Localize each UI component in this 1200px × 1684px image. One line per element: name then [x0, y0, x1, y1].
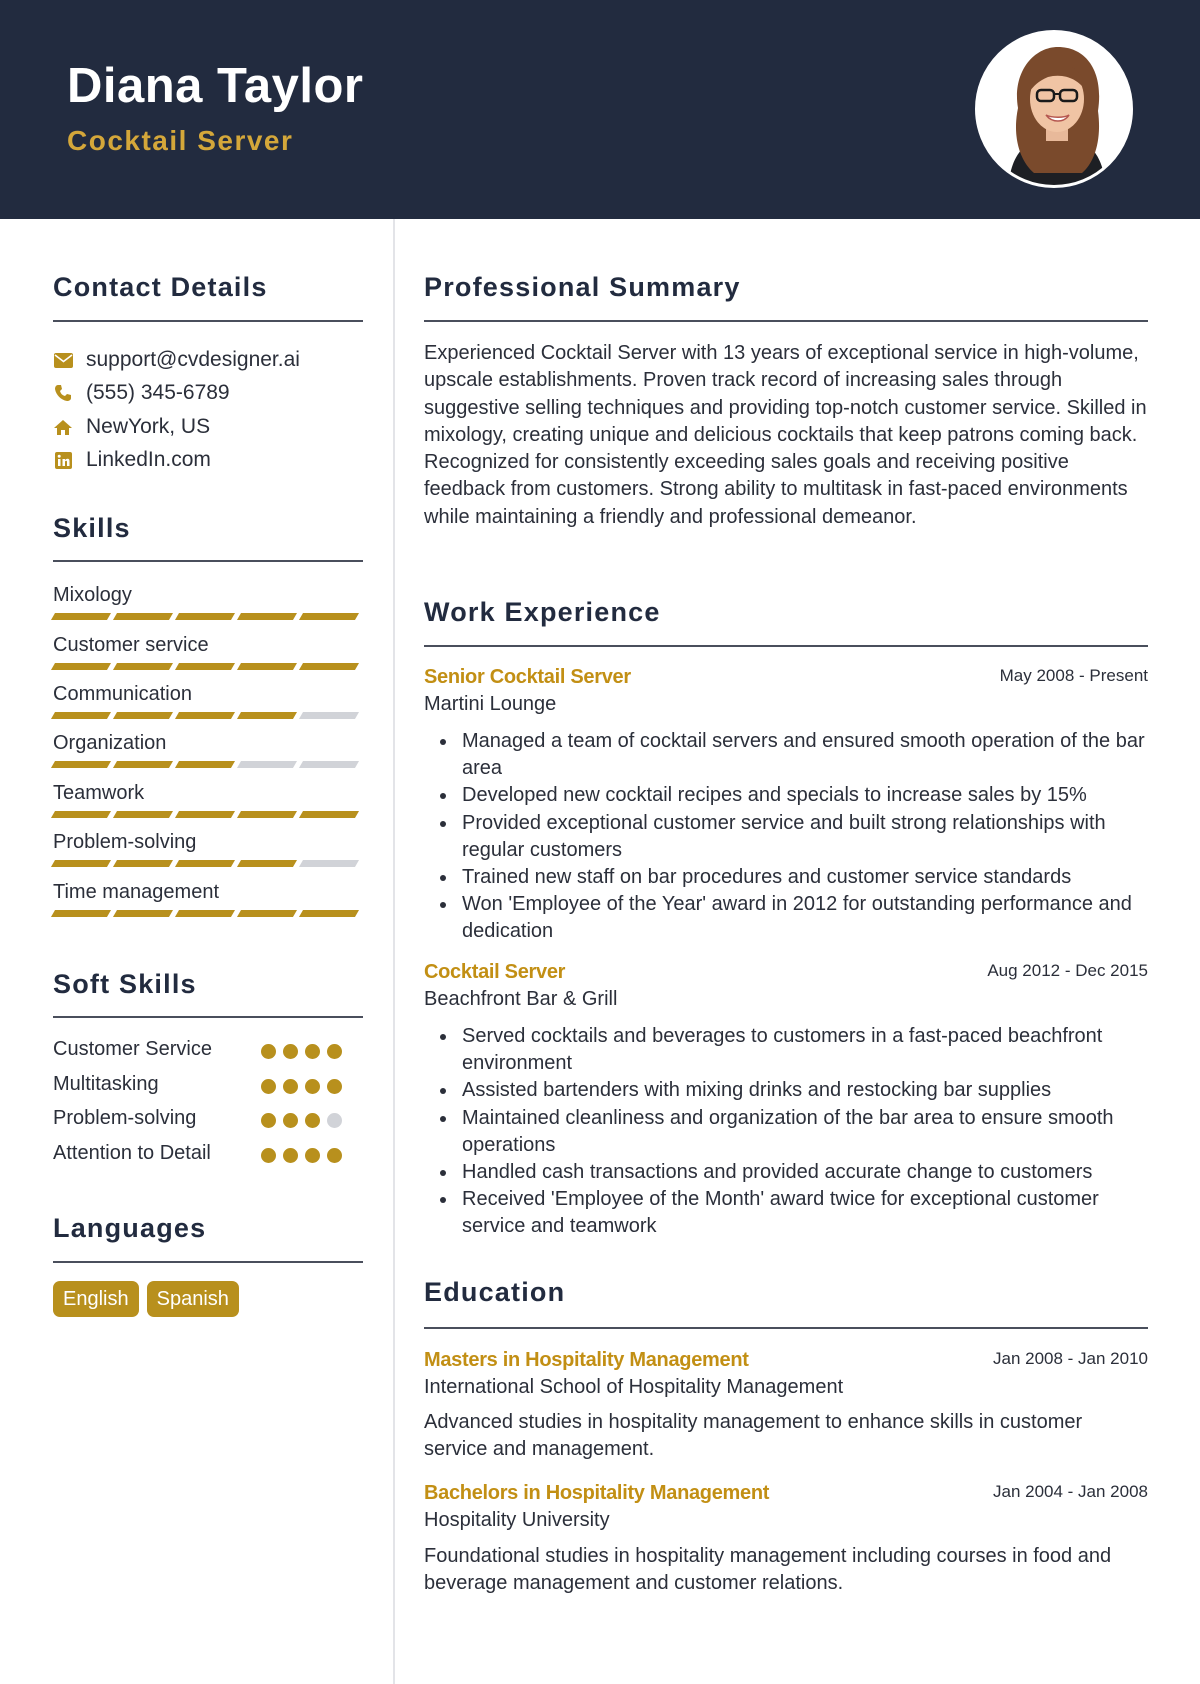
skill-level-bar — [53, 811, 363, 818]
contact-linkedin-text: LinkedIn.com — [86, 448, 211, 471]
languages-list — [53, 1281, 239, 1317]
rating-dot — [305, 1044, 320, 1059]
job-bullet: Trained new staff on bar procedures and customer service standards — [438, 864, 1148, 891]
portrait-image — [978, 33, 1133, 188]
skill-level-segment — [51, 712, 111, 719]
skill-level-bar — [53, 860, 363, 867]
skill-level-segment — [51, 811, 111, 818]
skill-level-bar — [53, 663, 363, 670]
job-title: Cocktail Server — [424, 961, 566, 983]
skill-level-segment — [299, 761, 359, 768]
skill-level-segment — [299, 613, 359, 620]
rating-dot — [283, 1113, 298, 1128]
skill-level-bar — [53, 613, 363, 620]
rating-dot — [261, 1044, 276, 1059]
soft-skill-name: Customer Service — [53, 1038, 212, 1060]
school-name: International School of Hospitality Management — [424, 1376, 844, 1398]
contact-heading: Contact Details — [53, 272, 268, 302]
job-bullet: Served cocktails and beverages to customers in a fast-paced beachfront environment — [438, 1023, 1148, 1077]
skill-level-segment — [175, 712, 235, 719]
skill-name: Mixology — [53, 584, 132, 606]
job-bullet: Developed new cocktail recipes and specials to increase sales by 15% — [438, 782, 1148, 809]
rating-dot — [327, 1113, 342, 1128]
job-bullet: Provided exceptional customer service and built strong relationships with regular customers — [438, 810, 1148, 864]
skill-name: Teamwork — [53, 782, 145, 804]
skill-level-segment — [113, 860, 173, 867]
contact-email-text: support@cvdesigner.ai — [86, 348, 300, 371]
degree-description: Foundational studies in hospitality management including courses in food and beverage management and customer relations. — [424, 1545, 1112, 1595]
contact-phone-text: (555) 345-6789 — [86, 381, 230, 404]
job-dates: May 2008 - Present — [999, 666, 1148, 685]
summary-heading: Professional Summary — [424, 272, 741, 302]
degree-title: Masters in Hospitality Management — [424, 1349, 749, 1371]
skill-level-segment — [299, 860, 359, 867]
job-dates: Aug 2012 - Dec 2015 — [987, 961, 1148, 980]
rating-dot — [283, 1079, 298, 1094]
candidate-name: Diana Taylor — [67, 59, 364, 113]
soft-skills-heading: Soft Skills — [53, 969, 197, 999]
skill-level-segment — [113, 663, 173, 670]
skill-name: Problem-solving — [53, 831, 197, 853]
soft-skills-rule — [53, 1016, 363, 1018]
resume-header — [0, 0, 1200, 219]
skill-item — [53, 829, 363, 867]
experience-heading: Work Experience — [424, 597, 661, 627]
soft-skill-name: Attention to Detail — [53, 1142, 211, 1164]
rating-dot — [305, 1148, 320, 1163]
skill-level-segment — [237, 761, 297, 768]
linkedin-icon — [53, 450, 73, 470]
degree-dates: Jan 2008 - Jan 2010 — [992, 1349, 1148, 1368]
skill-level-segment — [175, 860, 235, 867]
skill-level-segment — [299, 663, 359, 670]
skill-name: Customer service — [53, 634, 209, 656]
skill-level-segment — [51, 860, 111, 867]
skill-level-segment — [51, 910, 111, 917]
language-tag: Spanish — [147, 1281, 239, 1317]
soft-skill-item — [53, 1107, 363, 1137]
skill-level-segment — [113, 761, 173, 768]
soft-skill-item — [53, 1142, 363, 1172]
job-bullets — [438, 1023, 1148, 1241]
rating-dot — [261, 1079, 276, 1094]
education-heading: Education — [424, 1277, 566, 1307]
skill-level-segment — [237, 663, 297, 670]
job-bullet: Won 'Employee of the Year' award in 2012 for outstanding performance and dedication — [438, 891, 1148, 945]
rating-dot — [305, 1079, 320, 1094]
language-tag: English — [53, 1281, 139, 1317]
skill-item — [53, 780, 363, 818]
skill-level-bar — [53, 761, 363, 768]
school-name: Hospitality University — [424, 1509, 610, 1531]
job-bullet: Handled cash transactions and provided accurate change to customers — [438, 1159, 1148, 1186]
soft-skill-item — [53, 1073, 363, 1103]
skill-level-bar — [53, 910, 363, 917]
skill-name: Time management — [53, 881, 219, 903]
skill-level-segment — [113, 910, 173, 917]
languages-rule — [53, 1261, 363, 1263]
skill-level-segment — [175, 663, 235, 670]
degree-dates: Jan 2004 - Jan 2008 — [992, 1482, 1148, 1501]
skill-level-segment — [51, 613, 111, 620]
contact-location — [53, 414, 210, 440]
job-bullet: Managed a team of cocktail servers and ensured smooth operation of the bar area — [438, 728, 1148, 782]
job-bullet: Received 'Employee of the Month' award twice for exceptional customer service and teamwork — [438, 1186, 1148, 1240]
home-icon — [53, 417, 73, 437]
languages-heading: Languages — [53, 1213, 207, 1243]
contact-rule — [53, 320, 363, 322]
contact-phone[interactable] — [53, 380, 230, 406]
profile-photo — [975, 30, 1133, 188]
skill-level-segment — [51, 663, 111, 670]
skill-level-segment — [113, 613, 173, 620]
skill-level-segment — [175, 811, 235, 818]
envelope-icon — [53, 350, 73, 370]
skill-level-segment — [175, 761, 235, 768]
experience-rule — [424, 645, 1148, 647]
rating-dot — [261, 1113, 276, 1128]
skill-item — [53, 730, 363, 768]
skill-level-bar — [53, 712, 363, 719]
skill-item — [53, 879, 363, 917]
skill-item — [53, 582, 363, 620]
skills-heading: Skills — [53, 513, 131, 543]
soft-skill-name: Multitasking — [53, 1073, 159, 1095]
skill-level-segment — [237, 910, 297, 917]
rating-dot — [283, 1044, 298, 1059]
summary-text: Experienced Cocktail Server with 13 years of exceptional service in high-volume, upscale establishments. Proven track record of increasing sales through suggestive selling techniques and providing top-notch customer service. Skilled in mixology, creating unique and delicious cocktails that keep patrons coming back. Recognized for consistently exceeding sales goals and receiving positive feedback from customers. Strong ability to multitask in fast-paced environments while maintaining a friendly and professional demeanor. — [424, 342, 1147, 528]
skill-name: Communication — [53, 683, 192, 705]
skill-level-segment — [237, 613, 297, 620]
job-bullet: Maintained cleanliness and organization of the bar area to ensure smooth operations — [438, 1105, 1148, 1159]
skill-level-segment — [113, 811, 173, 818]
summary-rule — [424, 320, 1148, 322]
skill-level-segment — [175, 613, 235, 620]
contact-linkedin[interactable] — [53, 447, 211, 473]
skill-name: Organization — [53, 732, 167, 754]
job-title: Senior Cocktail Server — [424, 666, 631, 688]
rating-dot — [283, 1148, 298, 1163]
skill-level-segment — [237, 860, 297, 867]
skill-item — [53, 681, 363, 719]
degree-description: Advanced studies in hospitality management to enhance skills in customer service and management. — [424, 1411, 1083, 1461]
education-rule — [424, 1327, 1148, 1329]
rating-dot — [327, 1148, 342, 1163]
skills-rule — [53, 560, 363, 562]
degree-title: Bachelors in Hospitality Management — [424, 1482, 770, 1504]
skill-level-segment — [175, 910, 235, 917]
contact-email[interactable] — [53, 347, 300, 373]
job-employer: Beachfront Bar & Grill — [424, 988, 618, 1010]
skill-level-segment — [51, 761, 111, 768]
rating-dot — [327, 1079, 342, 1094]
job-bullets — [438, 728, 1148, 946]
soft-skill-item — [53, 1038, 363, 1068]
skill-item — [53, 632, 363, 670]
skill-level-segment — [299, 811, 359, 818]
skill-level-segment — [113, 712, 173, 719]
skill-level-segment — [299, 910, 359, 917]
skill-level-segment — [237, 811, 297, 818]
candidate-title: Cocktail Server — [67, 125, 294, 156]
skill-level-segment — [299, 712, 359, 719]
rating-dot — [327, 1044, 342, 1059]
soft-skill-name: Problem-solving — [53, 1107, 197, 1129]
rating-dot — [261, 1148, 276, 1163]
skill-level-segment — [237, 712, 297, 719]
contact-location-text: NewYork, US — [86, 415, 211, 438]
phone-icon — [53, 383, 73, 403]
job-employer: Martini Lounge — [424, 693, 557, 715]
column-divider — [393, 219, 395, 1684]
job-bullet: Assisted bartenders with mixing drinks and restocking bar supplies — [438, 1077, 1148, 1104]
rating-dot — [305, 1113, 320, 1128]
